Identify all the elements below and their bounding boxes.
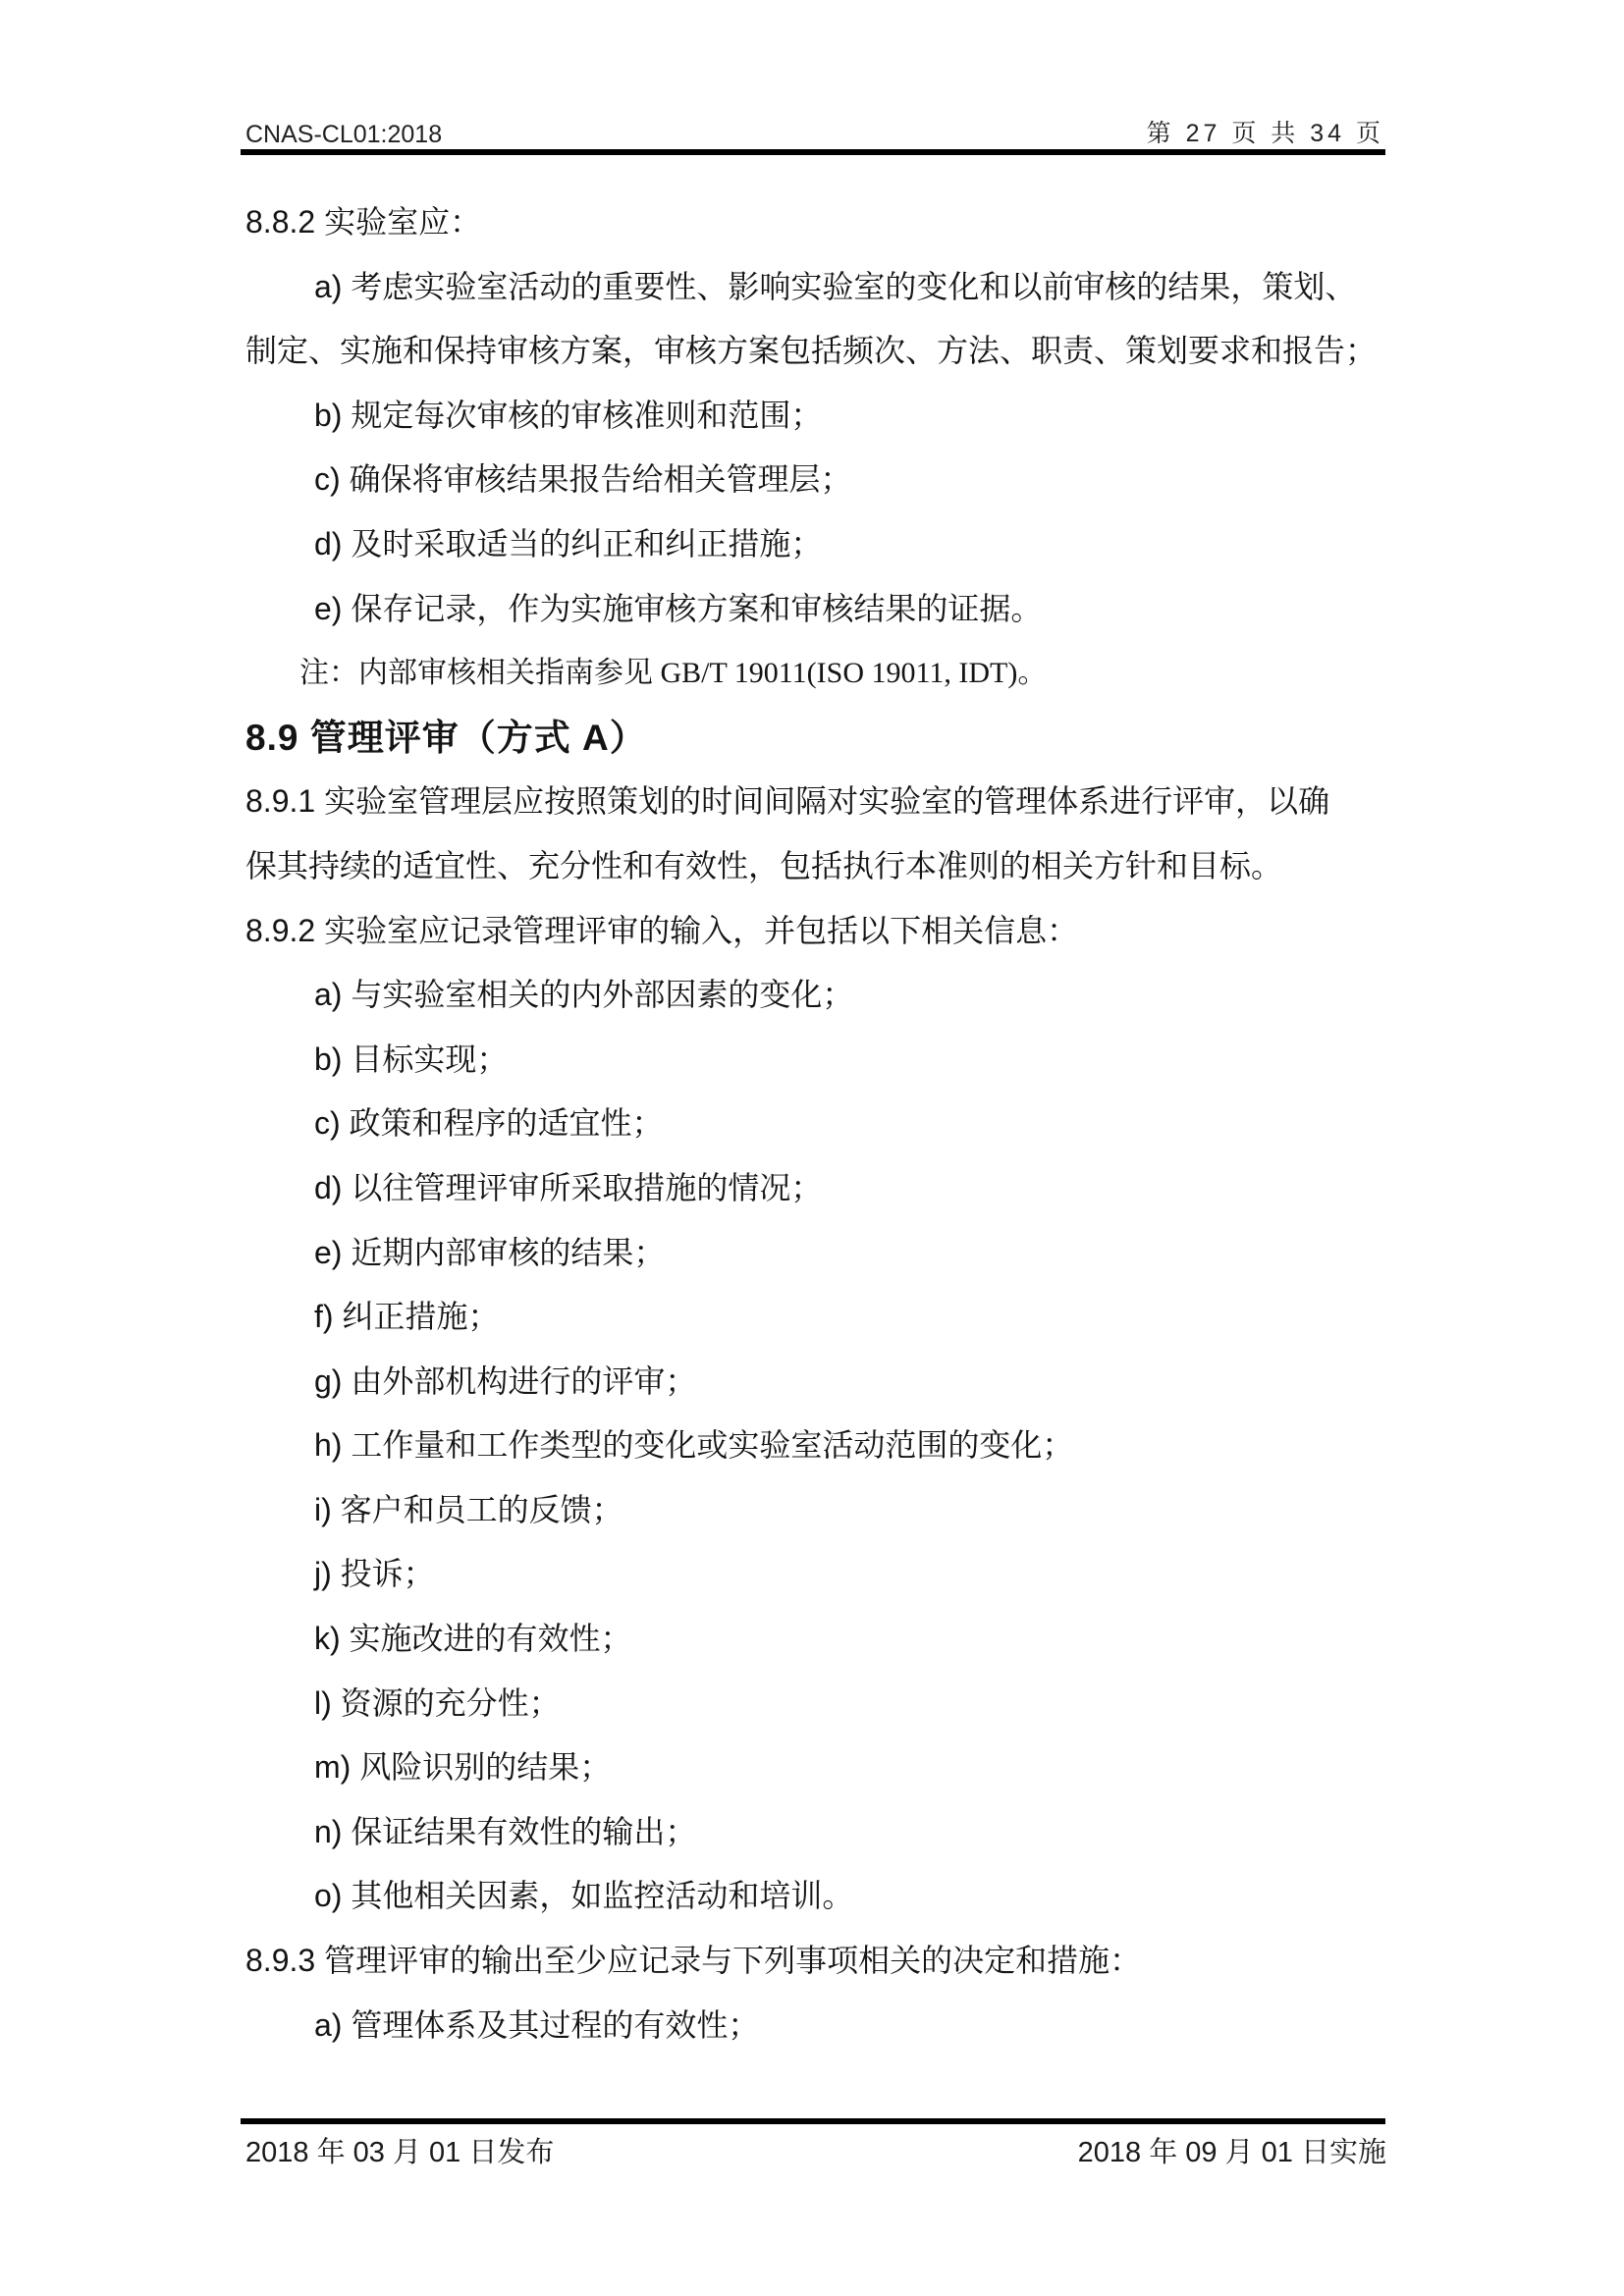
paragraph-continuation: 保其持续的适宜性、充分性和有效性，包括执行本准则的相关方针和目标。 (245, 847, 1283, 883)
release-date: 2018 年 03 月 01 日发布 (245, 2137, 555, 2168)
page-indicator: 第 27 页 共 34 页 (1146, 120, 1384, 147)
list-item: j) 投诉； (314, 1556, 435, 1592)
list-item: a) 考虑实验室活动的重要性、影响实验室的变化和以前审核的结果，策划、 (314, 268, 1357, 304)
note-line: 注：内部审核相关指南参见 GB/T 19011(ISO 19011, IDT)。 (299, 657, 1048, 690)
list-item: g) 由外部机构进行的评审； (314, 1362, 697, 1399)
header-rule (241, 149, 1385, 155)
list-item: a) 管理体系及其过程的有效性； (314, 2006, 760, 2043)
list-item: f) 纠正措施； (314, 1299, 500, 1335)
paragraph-continuation: 制定、实施和保持审核方案，审核方案包括频次、方法、职责、策划要求和报告； (245, 333, 1378, 369)
list-item: e) 近期内部审核的结果； (314, 1234, 666, 1270)
list-item: b) 目标实现； (314, 1041, 509, 1077)
implementation-date: 2018 年 09 月 01 日实施 (1077, 2137, 1386, 2168)
section-paragraph: 8.9.1 实验室管理层应按照策划的时间间隔对实验室的管理体系进行评审，以确 (245, 783, 1330, 820)
list-item: c) 政策和程序的适宜性； (314, 1105, 664, 1142)
section-heading: 8.9 管理评审（方式 A） (245, 717, 647, 758)
list-item: n) 保证结果有效性的输出； (314, 1813, 697, 1849)
section-paragraph: 8.9.3 管理评审的输出至少应记录与下列事项相关的决定和措施： (245, 1943, 1142, 1979)
document-body (245, 190, 1394, 2057)
list-item: b) 规定每次审核的审核准则和范围； (314, 397, 823, 433)
doc-code: CNAS-CL01:2018 (245, 121, 443, 148)
list-item: a) 与实验室相关的内外部因素的变化； (314, 977, 854, 1013)
list-item: o) 其他相关因素，如监控活动和培训。 (314, 1878, 854, 1914)
list-item: l) 资源的充分性； (314, 1684, 561, 1721)
list-item: d) 以往管理评审所采取措施的情况； (314, 1169, 823, 1205)
list-item: k) 实施改进的有效性； (314, 1621, 632, 1657)
list-item: d) 及时采取适当的纠正和纠正措施； (314, 525, 823, 561)
footer-rule (241, 2118, 1385, 2124)
section-paragraph: 8.8.2 实验室应： (245, 204, 482, 240)
list-item: m) 风险识别的结果； (314, 1749, 612, 1786)
page-header (245, 114, 1384, 149)
section-paragraph: 8.9.2 实验室应记录管理评审的输入，并包括以下相关信息： (245, 912, 1079, 948)
list-item: c) 确保将审核结果报告给相关管理层； (314, 461, 852, 498)
list-item: e) 保存记录，作为实施审核方案和审核结果的证据。 (314, 590, 1043, 626)
list-item: h) 工作量和工作类型的变化或实验室活动范围的变化； (314, 1427, 1074, 1464)
list-item: i) 客户和员工的反馈； (314, 1491, 623, 1527)
page-footer (245, 2130, 1386, 2170)
